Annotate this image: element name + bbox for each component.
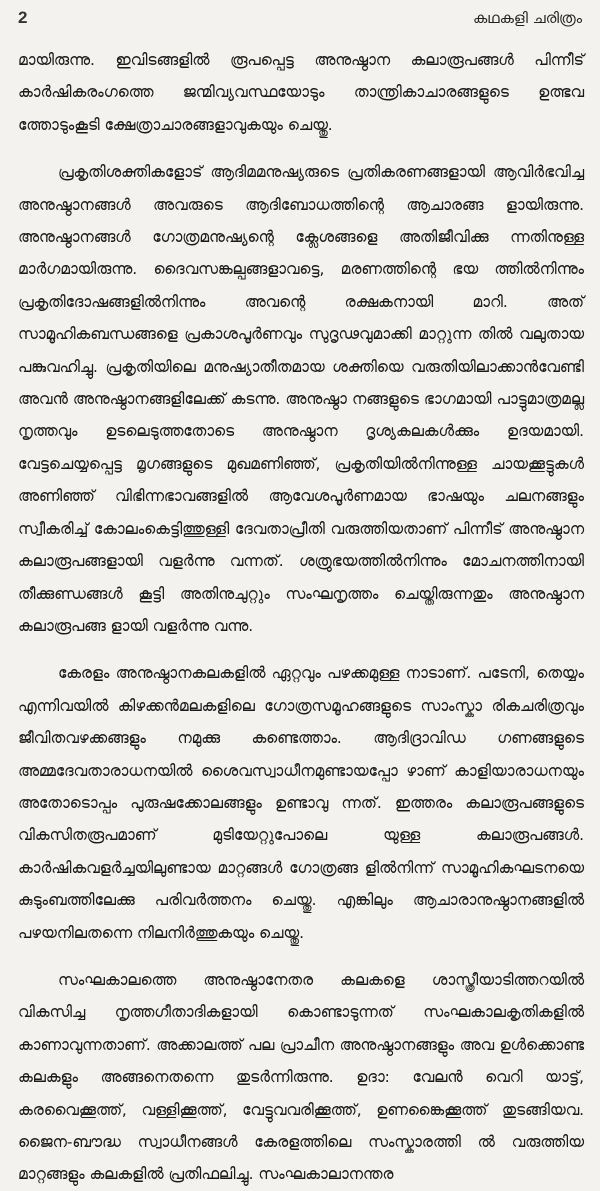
paragraph-4: സംഘകാലത്തെ അനുഷ്ഠാനേതര കലകളെ ശാസ്ത്രീയാടിത്തറയിൽ വികസിച്ച നൃത്തഗീതാദികളായി കൊണ്ടാടുന്നത് സംഘകാലകൃതികളിൽ കാണാവുന്നതാണ്. അക്കാലത്ത് പല പ്രാചീന അനുഷ്ഠാനങ്ങളും അവ ഉൾക്കൊണ്ട കലകളും അങ്ങനെതന്നെ തുടർന്നിരുന്നു. ഉദാ: വേലൻ വെറി യാട്ട്, കരവൈക്കൂത്ത്, വള്ളിക്കൂത്ത്, വേട്ടുവവരിക്കൂത്ത്, ഉണങ്കൈക്കൂത്ത് തുടങ്ങിയവ. ജൈന-ബൗദ്ധ സ്വാധീനങ്ങൾ കേരളത്തിലെ സംസ്കാരത്തി ൽ വരുത്തിയ മാറ്റങ്ങളും കലകളിൽ പ്രതിഫലിച്ചു. സംഘകാലാനന്തര (18, 970, 584, 1184)
paragraph-3: കേരളം അനുഷ്ഠാനകലകളിൽ ഏറ്റവും പഴക്കമുള്ള നാടാണ്. പടേനി, തെയ്യം എന്നിവയിൽ കിഴക്കൻമലകളിലെ ഗോത്രസമൂഹങ്ങളുടെ സാംസ്കാ രികചരിത്രവും ജീവിതവഴക്കങ്ങളും നമുക്കു കണ്ടെത്താം. ആദിദ്രാവിഡ ഗണങ്ങളുടെ അമ്മദേവതാരാധനയിൽ ശൈവസ്വാധീനമുണ്ടായപ്പോ ഴാണ് കാളിയാരാധനയും അതോടൊപ്പം പുരുഷക്കോലങ്ങളും ഉണ്ടാവു ന്നത്. ഇത്തരം കലാരൂപങ്ങളുടെ വികസിതരൂപമാണ് മുടിയേറ്റുപോലെ യുള്ള കലാരൂപങ്ങൾ. കാർഷികവളർച്ചയിലുണ്ടായ മാറ്റങ്ങൾ ഗോത്രങ്ങ ളിൽനിന്ന് സാമൂഹികഘടനയെ കുടുംബത്തിലേക്കു പരിവർത്തനം ചെയ്തു. എങ്കിലും ആചാരാനുഷ്ഠാനങ്ങളിൽ പഴയനിലതന്നെ നിലനിർത്തുകയും ചെയ്തു. (18, 664, 584, 942)
running-head: കഥകളി ചരിത്രം (472, 9, 582, 27)
page-body (18, 44, 584, 1191)
page-header (18, 8, 582, 38)
page-number: 2 (18, 8, 28, 27)
paragraph-2: പ്രകൃതിശക്തികളോട് ആദിമമനുഷ്യരുടെ പ്രതികരണങ്ങളായി ആവിർഭവിച്ച അനുഷ്ഠാനങ്ങൾ അവരുടെ ആദിബോധത്തിന്റെ ആചാരങ്ങ ളായിരുന്നു. അനുഷ്ഠാനങ്ങൾ ഗോത്രമനുഷ്യന്റെ ക്ലേശങ്ങളെ അതിജീവിക്കു ന്നതിനുള്ള മാർഗമായിരുന്നു. ദൈവസങ്കല്പങ്ങളാവട്ടെ, മരണത്തിന്റെ ഭയ ത്തിൽനിന്നും പ്രകൃതിദോഷങ്ങളിൽനിന്നും അവന്റെ രക്ഷകനായി മാറി. അത് സാമൂഹികബന്ധങ്ങളെ പ്രകാശപൂർണവും സുദൃഢവുമാക്കി മാറ്റുന്ന തിൽ വലുതായ പങ്കുവഹിച്ചു. പ്രകൃതിയിലെ മനുഷ്യാതീതമായ ശക്തിയെ വരുതിയിലാക്കാൻവേണ്ടി അവൻ അനുഷ്ഠാനങ്ങളിലേക്ക് കടന്നു. അനുഷ്ഠാ നങ്ങളുടെ ഭാഗമായി പാട്ടുമാത്രമല്ല നൃത്തവും ഉടലെടുത്തതോടെ അനുഷ്ഠാന ദൃശ്യകലകൾക്കും ഉദയമായി. വേട്ടചെയ്യപ്പെട്ട മൃഗങ്ങളുടെ മുഖമണിഞ്ഞ്, പ്രകൃതിയിൽനിന്നുള്ള ചായക്കൂട്ടുകൾ അണിഞ്ഞ് വിഭിന്നഭാവങ്ങളിൽ ആവേശപൂർണമായ ഭാഷയും ചലനങ്ങളും സ്വീകരിച്ച് കോലംകെട്ടിത്തുള്ളി ദേവതാപ്രീതി വരുത്തിയതാണ് പിന്നീട് അനുഷ്ഠാന കലാരൂപങ്ങളായി വളർന്നു വന്നത്. ശത്രുഭയത്തിൽനിന്നും മോചനത്തിനായി തീക്കുണ്ഡങ്ങൾ കൂട്ടി അതിനുചുറ്റും സംഘനൃത്തം ചെയ്തിരുന്നതും അനുഷ്ഠാന കലാരൂപങ്ങ ളായി വളർന്നു വന്നു. (18, 163, 584, 635)
paragraph-1: മായിരുന്നു. ഇവിടങ്ങളിൽ രൂപപ്പെട്ട അനുഷ്ഠാന കലാരൂപങ്ങൾ പിന്നീട് കാർഷികരംഗത്തെ ജന്മിവ്യവസ്ഥയോടും താന്ത്രികാചാരങ്ങളുടെ ഉത്ഭവ ത്തോടുംകൂടി ക്ഷേത്രാചാരങ്ങളാവുകയും ചെയ്തു. (18, 51, 584, 134)
